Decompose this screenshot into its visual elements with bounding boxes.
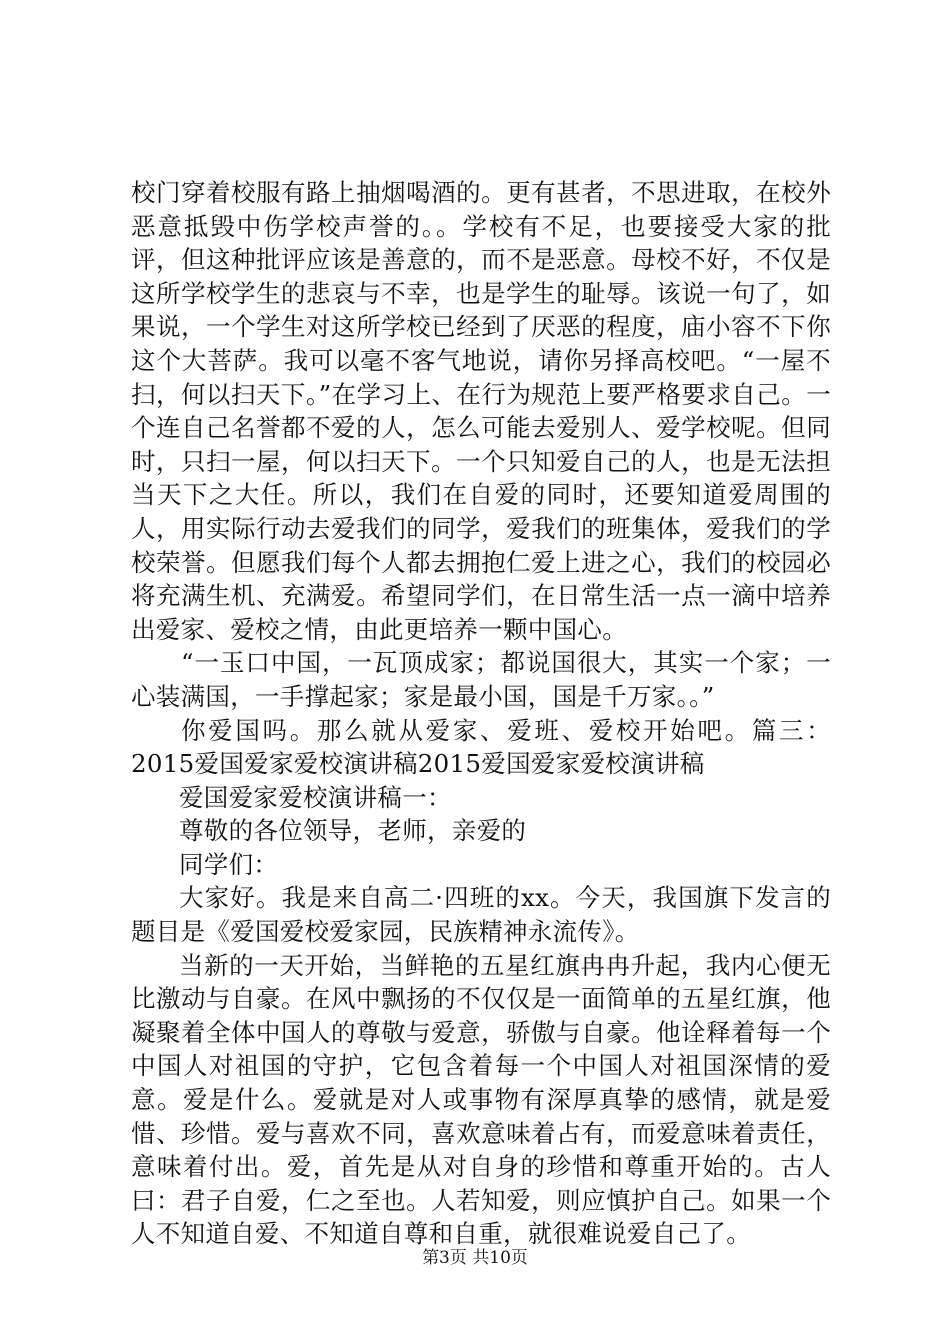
paragraph-8: 当新的一天开始，当鲜艳的五星红旗冉冉升起，我内心便无比激动与自豪。在风中飘扬的不仅仅是一面简单的五星红旗，他凝聚着全体中国人的尊敬与爱意，骄傲与自豪。他诠释着每一个中国人对祖国的守护，它包含着每一个中国人对祖国深情的爱意。爱是什么。爱就是对人或事物有深厚真挚的感情，就是爱惜、珍惜。爱与喜欢不同，喜欢意味着占有，而爱意味着责任，意味着付出。爱，首先是从对自身的珍惜和尊重开始的。古人曰：君子自爱，仁之至也。人若知爱，则应慎护自己。如果一个人不知道自爱、不知道自尊和自重，就很难说爱自己了。 [131, 950, 831, 1249]
paragraph-2: “一玉口中国，一瓦顶成家；都说国很大，其实一个家；一心装满国，一手撑起家；家是最小国，国是千万家。。” [131, 648, 831, 711]
paragraph-3: 你爱国吗。那么就从爱家、爱班、爱校开始吧。篇三：2015爱国爱家爱校演讲稿2015爱国爱家爱校演讲稿 [131, 715, 831, 779]
paragraph-6: 同学们： [179, 849, 279, 879]
paragraph-1: 校门穿着校服有路上抽烟喝酒的。更有甚者，不思进取，在校外恶意抵毁中伤学校声誉的。。学校有不足，也要接受大家的批评，但这种批评应该是善意的，而不是恶意。母校不好，不仅是这所学校学生的悲哀与不幸，也是学生的耻辱。该说一句了，如果说，一个学生对这所学校已经到了厌恶的程度，庙小容不下你这个大菩萨。我可以毫不客气地说，请你另择高校吧。“一屋不扫，何以扫天下。”在学习上、在行为规范上要严格要求自己。一个连自己名誉都不爱的人，怎么可能去爱别人、爱学校呢。但同时，只扫一屋，何以扫天下。一个只知爱自己的人，也是无法担当天下之大任。所以，我们在自爱的同时，还要知道爱周围的人，用实际行动去爱我们的同学，爱我们的班集体，爱我们的学校荣誉。但愿我们每个人都去拥抱仁爱上进之心，我们的校园必将充满生机、充满爱。希望同学们，在日常生活一点一滴中培养出爱家、爱校之情，由此更培养一颗中国心。 [131, 178, 831, 644]
page-footer: 第3页 共10页 [422, 1248, 528, 1268]
paragraph-4: 爱国爱家爱校演讲稿一： [179, 782, 452, 812]
document-body [131, 176, 831, 1251]
paragraph-7: 大家好。我是来自高二·四班的xx。今天，我国旗下发言的题目是《爱国爱校爱家园，民族精神永流传》。 [131, 883, 831, 947]
paragraph-5: 尊敬的各位领导，老师，亲爱的 [179, 816, 527, 846]
